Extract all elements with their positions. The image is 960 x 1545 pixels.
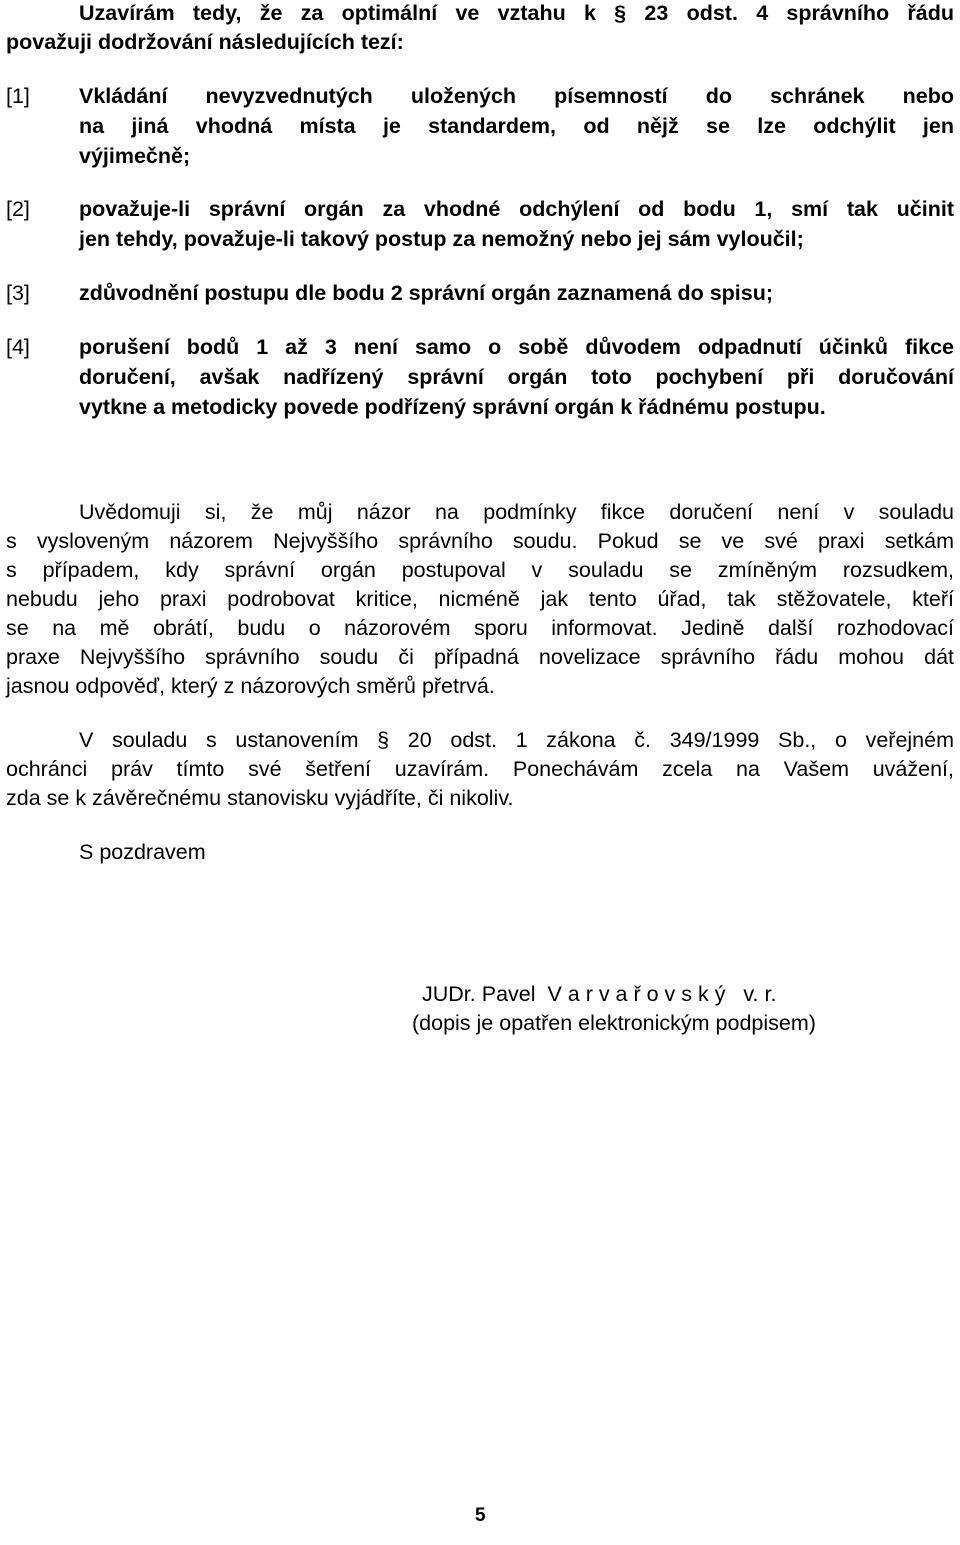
page-number: 5: [475, 1505, 486, 1526]
thesis-number: [4]: [6, 335, 30, 359]
paragraph-line: V souladu s ustanovením § 20 odst. 1 zákona č. 349/1999 Sb., o veřejném: [79, 728, 954, 752]
signature-name: JUDr. Pavel V a r v a ř o v s k ý v. r.: [422, 982, 777, 1006]
closing-salutation: S pozdravem: [79, 840, 206, 864]
thesis-line: porušení bodů 1 až 3 není samo o sobě důvodem odpadnutí účinků fikce: [79, 335, 954, 359]
thesis-line: považuje-li správní orgán za vhodné odchýlení od bodu 1, smí tak učinit: [79, 197, 954, 221]
paragraph-line: s případem, kdy správní orgán postupoval v souladu se zmíněným rozsudkem,: [6, 558, 954, 582]
paragraph-line: jasnou odpověď, který z názorových směrů přetrvá.: [6, 674, 495, 698]
paragraph-line: praxe Nejvyššího správního soudu či případná novelizace správního řádu mohou dát: [6, 645, 954, 669]
paragraph-line: se na mě obrátí, budu o názorovém sporu informovat. Jedině další rozhodovací: [6, 616, 954, 640]
thesis-line: Vkládání nevyzvednutých uložených písemností do schránek nebo: [79, 84, 954, 108]
thesis-text: [79, 86, 954, 176]
intro-line-1: Uzavírám tedy, že za optimální ve vztahu k § 23 odst. 4 správního řádu: [79, 1, 954, 25]
paragraph-line: Uvědomuji si, že můj názor na podmínky fikce doručení není v souladu: [79, 500, 954, 524]
thesis-line: jen tehdy, považuje-li takový postup za nemožný nebo jej sám vyloučil;: [79, 227, 804, 251]
thesis-line: výjimečně;: [79, 144, 191, 168]
paragraph-line: s vysloveným názorem Nejvyššího správního soudu. Pokud se ve své praxi setkám: [6, 529, 954, 553]
thesis-number: [2]: [6, 197, 30, 221]
intro-line-2: považuji dodržování následujících tezí:: [6, 30, 404, 54]
thesis-text: [79, 283, 954, 313]
thesis-number: [3]: [6, 281, 30, 305]
paragraph-line: zda se k závěrečnému stanovisku vyjádříte, či nikoliv.: [6, 786, 514, 810]
signature-note: (dopis je opatřen elektronickým podpisem): [412, 1011, 816, 1035]
thesis-text: [79, 199, 954, 259]
thesis-text: [79, 337, 954, 427]
paragraph-line: nebudu jeho praxi podrobovat kritice, nicméně jak tento úřad, tak stěžovatele, kteří: [6, 587, 954, 611]
thesis-line: na jiná vhodná místa je standardem, od nějž se lze odchýlit jen: [79, 114, 954, 138]
thesis-line: doručení, avšak nadřízený správní orgán toto pochybení při doručování: [79, 365, 954, 389]
paragraph-line: ochránci práv tímto své šetření uzavírám. Ponechávám zcela na Vašem uvážení,: [6, 757, 954, 781]
thesis-line: vytkne a metodicky povede podřízený správní orgán k řádnému postupu.: [79, 395, 826, 419]
thesis-line: zdůvodnění postupu dle bodu 2 správní orgán zaznamená do spisu;: [79, 281, 774, 305]
thesis-number: [1]: [6, 84, 30, 108]
